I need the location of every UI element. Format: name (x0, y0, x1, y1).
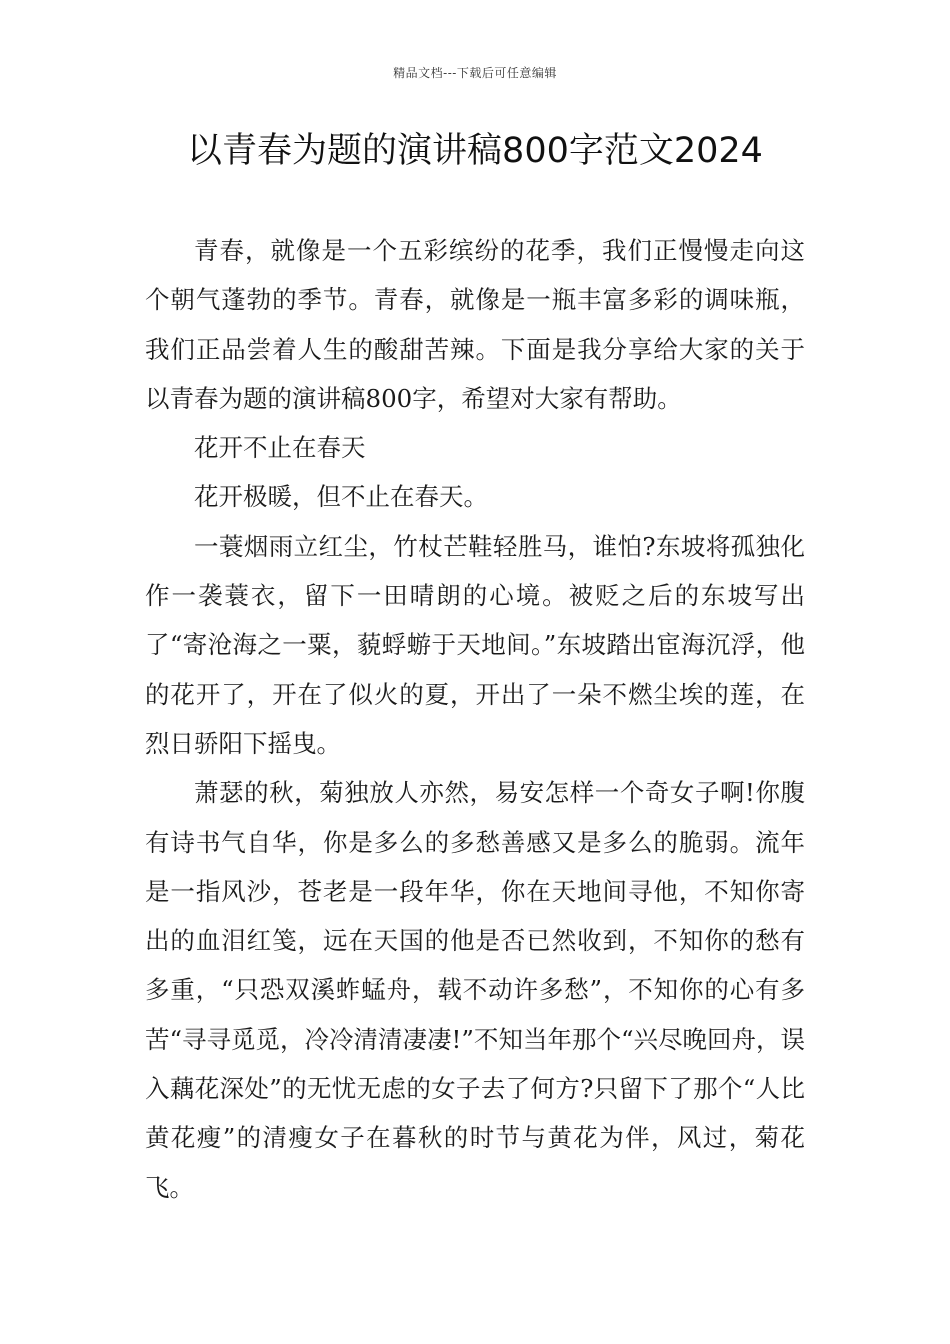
paragraph-subtitle: 花开不止在春天 (194, 433, 366, 463)
paragraph-yian: 萧瑟的秋，菊独放人亦然，易安怎样一个奇女子啊!你腹有诗书气自华，你是多么的多愁善感又是多么的脆弱。流年是一指风沙，苍老是一段年华，你在天地间寻他，不知你寄出的血泪红笺，远在天国的他是否已然收到，不知你的愁有多重，“只恐双溪蚱蜢舟，载不动许多愁”，不知你的心有多苦“寻寻觅觅，冷冷清清凄凄!”不知当年那个“兴尽晚回舟，误入藕花深处”的无忧无虑的女子去了何方?只留下了那个“人比黄花瘦”的清瘦女子在暮秋的时节与黄花为伴，风过，菊花飞。 (145, 778, 805, 1202)
paragraph-lead: 花开极暖，但不止在春天。 (194, 482, 488, 512)
paragraph-dongpo: 一蓑烟雨立红尘，竹杖芒鞋轻胜马，谁怕?东坡将孤独化作一袭蓑衣，留下一田晴朗的心境。被贬之后的东坡写出了“寄沧海之一粟，藐蜉蝣于天地间。”东坡踏出宦海沉浮，他的花开了，开在了似火的夏，开出了一朵不燃尘埃的莲，在烈日骄阳下摇曳。 (145, 531, 805, 758)
paragraph-intro: 青春，就像是一个五彩缤纷的花季，我们正慢慢走向这个朝气蓬勃的季节。青春，就像是一瓶丰富多彩的调味瓶，我们正品尝着人生的酸甜苦辣。下面是我分享给大家的关于以青春为题的演讲稿800字，希望对大家有帮助。 (145, 236, 805, 413)
document-body (145, 226, 805, 1212)
document-title: 以青春为题的演讲稿800字范文2024 (187, 131, 763, 171)
header-note: 精品文档---下载后可任意编辑 (393, 66, 557, 80)
